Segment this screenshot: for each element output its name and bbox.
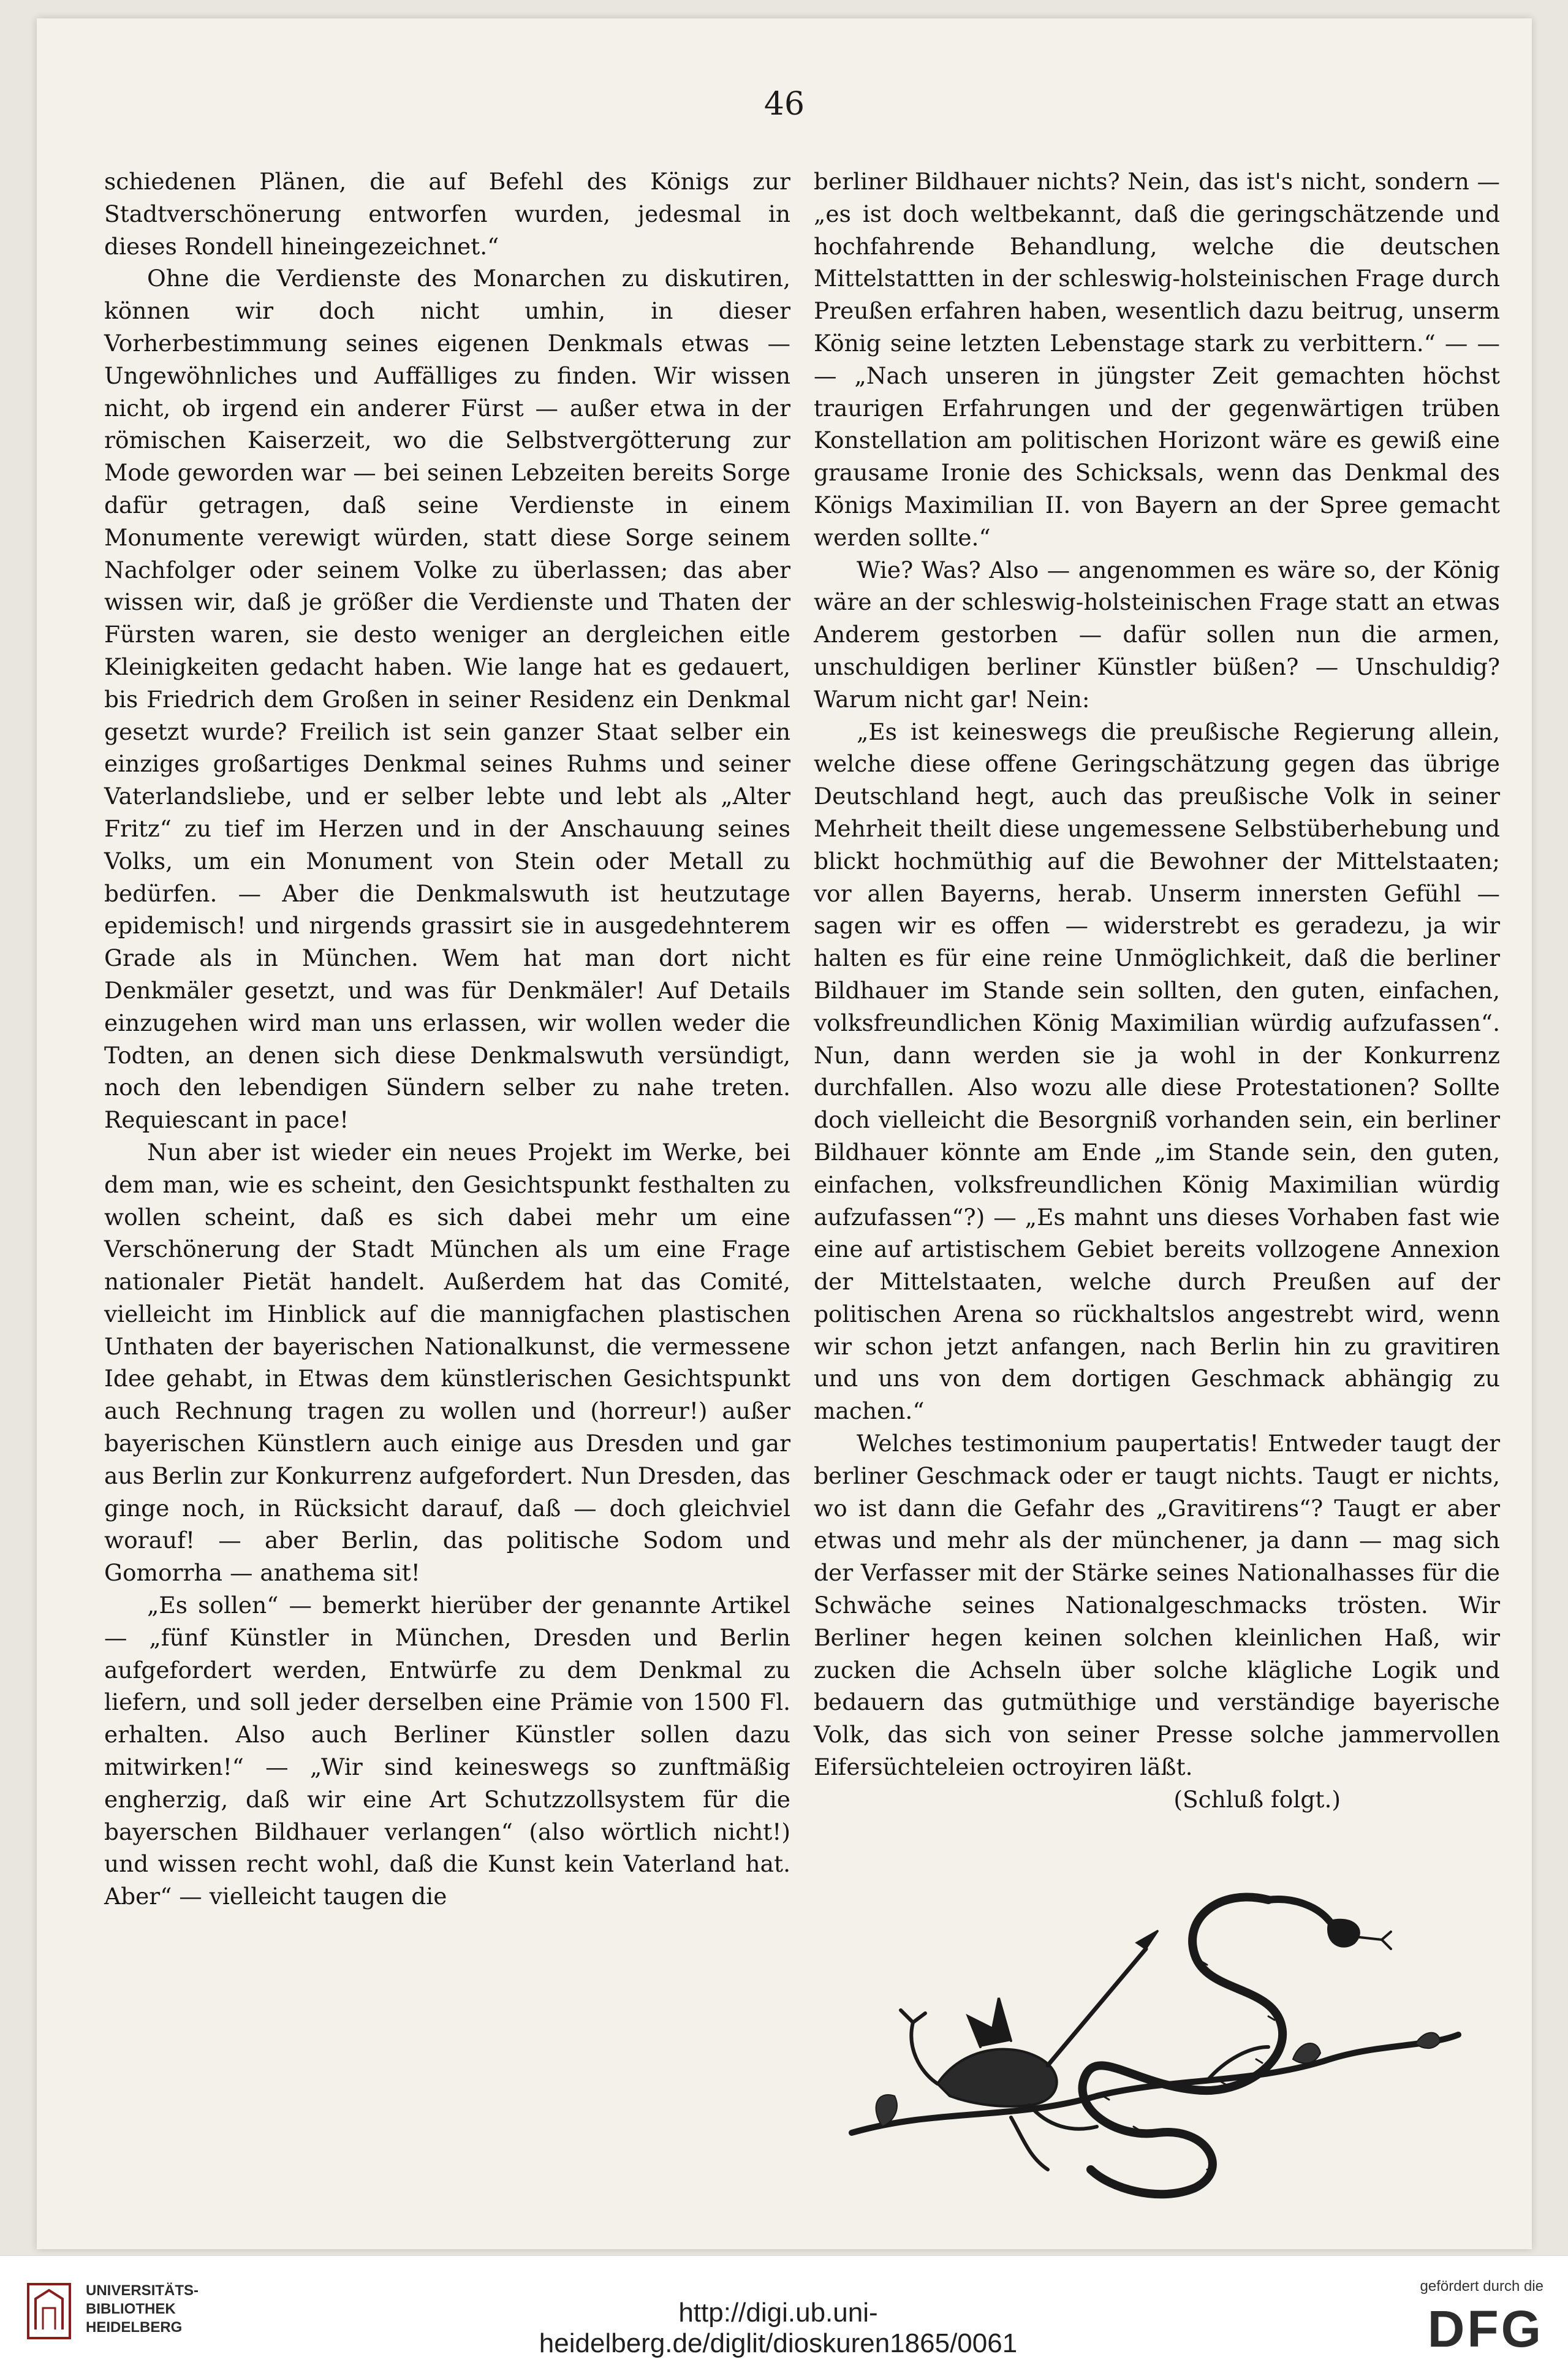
page-number: 46 — [763, 86, 805, 123]
heidelberg-university-library-logo-icon — [25, 2280, 74, 2342]
continued-note: (Schluß folgt.) — [1173, 1785, 1341, 1813]
permalink-url[interactable]: http://digi.ub.uni-heidelberg.de/diglit/dioskuren1865/0061 — [539, 2298, 1018, 2358]
paragraph: Nun aber ist wieder ein neues Projekt im Werke, bei dem man, wie es scheint, den Gesichtspunkt festhalten zu wollen scheint, daß es sich dabei mehr um eine Verschönerung der Stadt München als um eine Frage nationaler Pietät handelt. Außerdem hat das Comité, vielleicht im Hinblick auf die mannigfachen plastischen Unthaten der bayerischen Nationalkunst, die vermessene Idee gehabt, in Etwas dem künstlerischen Gesichtspunkt auch Rechnung tragen zu wollen und (horreur!) außer bayerischen Künstlern auch einige aus Dresden und gar aus Berlin zur Konkurrenz aufgefordert. Nun Dresden, das ginge noch, in Rücksicht darauf, daß — doch gleichviel worauf! — aber Berlin, das politische Sodom und Gomorrha — anathema sit! — [104, 1138, 790, 1587]
footer-bar — [0, 2255, 1568, 2373]
serpent-and-dragon-vignette-icon — [827, 1863, 1477, 2206]
paragraph: Wie? Was? Also — angenommen es wäre so, der König wäre an der schleswig-holsteinischen Frage statt an etwas Anderem gestorben — dafür sollen nun die armen, unschuldigen berliner Künstler büßen? — Unschuldig? Warum nicht gar! Nein: — [814, 556, 1500, 713]
paragraph: schiedenen Plänen, die auf Befehl des Königs zur Stadtverschönerung entworfen wurden, jedesmal in dieses Rondell hineingezeichnet.“ — [104, 168, 790, 260]
library-name — [86, 2282, 199, 2337]
left-column — [104, 165, 790, 1913]
paragraph: berliner Bildhauer nichts? Nein, das ist's nicht, sondern — „es ist doch weltbekannt, daß die geringschätzende und hochfahrende Behandlung, welche die deutschen Mittelstattten in der schleswig-holsteinischen Frage durch Preußen erfahren haben, wesentlich dazu beitrug, unserm König seine letzten Lebenstage stark zu verbittern.“ — — — „Nach unseren in jüngster Zeit gemachten höchst traurigen Erfahrungen und der gegenwärtigen trüben Konstellation am politischen Horizont wäre es gewiß eine grausame Ironie des Schicksals, wenn das Denkmal des Königs Maximilian II. von Bayern an der Spree gemacht werden sollte.“ — [814, 168, 1500, 551]
dfg-logo: DFG — [1427, 2300, 1543, 2358]
scanned-page — [37, 18, 1532, 2249]
library-name-line: UNIVERSITÄTS- — [86, 2282, 199, 2299]
paragraph: „Es sollen“ — bemerkt hierüber der genannte Artikel — „fünf Künstler in München, Dresden und Berlin aufgefordert werden, Entwürfe zu dem Denkmal zu liefern, und soll jeder derselben eine Prämie von 1500 Fl. erhalten. Also auch Berliner Künstler sollen dazu mitwirken!“ — „Wir sind keineswegs so zunftmäßig engherzig, daß wir eine Art Schutzzollsystem für die bayerschen Bildhauer verlangen“ (also wörtlich nicht!) und wissen recht wohl, daß die Kunst kein Vaterland hat. Aber“ — vielleicht taugen die — [104, 1592, 790, 1910]
funding-text: gefördert durch die — [1420, 2278, 1543, 2295]
library-name-line: HEIDELBERG — [86, 2319, 183, 2336]
paragraph: Welches testimonium paupertatis! Entweder taugt der berliner Geschmack oder er taugt nichts. Taugt er nichts, wo ist dann die Gefahr des „Gravitirens“? Taugt er aber etwas und mehr als der münchener, ja dann — mag sich der Verfasser mit der Stärke seines Nationalhasses für die Schwäche seines Nationalgeschmacks trösten. Wir Berliner hegen keinen solchen kleinlichen Haß, wir zucken die Achseln über solche klägliche Logik und bedauern das gutmüthige und verständige bayerische Volk, das sich von seiner Presse solche jammervollen Eifersüchteleien octroyiren läßt. — [814, 1430, 1500, 1781]
paragraph: „Es ist keineswegs die preußische Regierung allein, welche diese offene Geringschätzung gegen das übrige Deutschland hegt, auch das preußische Volk in seiner Mehrheit theilt diese ungemessene Selbstüberhebung und blickt hochmüthig auf die Bewohner der Mittelstaaten; vor allen Bayerns, herab. Unserm innersten Gefühl — sagen wir es offen — widerstrebt es geradezu, ja wir halten es für eine reine Unmöglichkeit, daß die berliner Bildhauer im Stande sein sollten, den guten, einfachen, volksfreundlichen König Maximilian würdig aufzufassen“. Nun, dann werden sie ja wohl in der Konkurrenz durchfallen. Also wozu alle diese Protestationen? Sollte doch vielleicht die Besorgniß vorhanden sein, ein berliner Bildhauer könnte am Ende „im Stande sein, den guten, einfachen, volksfreundlichen König Maximilian würdig aufzufassen“?) — „Es mahnt uns dieses Vorhaben fast wie eine auf artistischem Gebiet bereits vollzogene Annexion der Mittelstaaten, welche durch Preußen auf der politischen Arena so rückhaltslos angestrebt wird, wenn wir schon jetzt anfangen, nach Berlin hin zu gravitiren und uns von dem dortigen Geschmack abhängig zu machen.“ — [814, 718, 1500, 1425]
right-column — [814, 165, 1500, 1816]
paragraph: Ohne die Verdienste des Monarchen zu diskutiren, können wir doch nicht umhin, in dieser Vorherbestimmung seines eigenen Denkmals etwas — Ungewöhnliches und Auffälliges zu finden. Wir wissen nicht, ob irgend ein anderer Fürst — außer etwa in der römischen Kaiserzeit, wo die Selbstvergötterung zur Mode geworden war — bei seinen Lebzeiten bereits Sorge dafür getragen, daß seine Verdienste in einem Monumente verewigt würden, statt diese Sorge seinem Nachfolger oder seinem Volke zu überlassen; das aber wissen wir, daß je größer die Verdienste und Thaten der Fürsten waren, sie desto weniger an dergleichen eitle Kleinigkeiten gedacht haben. Wie lange hat es gedauert, bis Friedrich dem Großen in seiner Residenz ein Denkmal gesetzt wurde? Freilich ist sein ganzer Staat selber ein einziges großartiges Denkmal seines Ruhms und seiner Vaterlandsliebe, und er selber lebte und lebt als „Alter Fritz“ zu tief im Herzen und in der Anschauung seines Volks, um ein Monument von Stein oder Metall zu bedürfen. — Aber die Denkmalswuth ist heutzutage epidemisch! und nirgends grassirt sie in ausgedehnterem Grade als in München. Wem hat man dort nicht Denkmäler gesetzt, und was für Denkmäler! Auf Details einzugehen wird man uns erlassen, wir wollen weder die Todten, an denen sich diese Denkmalswuth versündigt, noch den lebendigen Sündern selber zu nahe treten. Requiescant in pace! — [104, 265, 790, 1134]
library-name-line: BIBLIOTHEK — [86, 2301, 176, 2317]
